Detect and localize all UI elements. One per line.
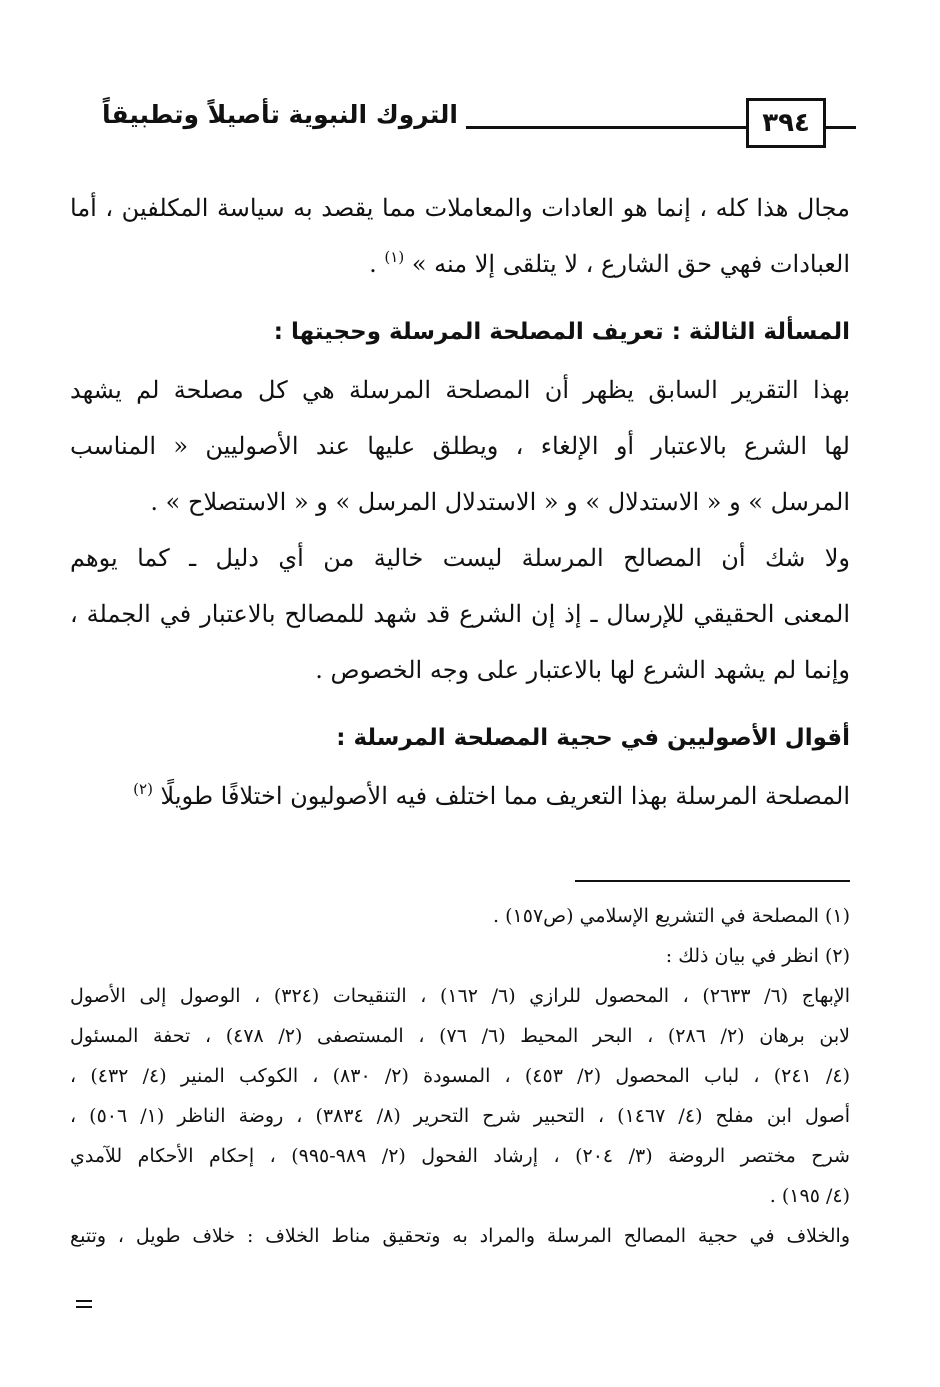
footnote-ref-1[interactable]: (١) bbox=[384, 248, 405, 266]
continuation-mark bbox=[76, 1300, 92, 1308]
paragraph-2 bbox=[70, 362, 850, 530]
footnote-divider bbox=[575, 880, 850, 882]
footnote-line: (٤/ ٢٤١) ، لباب المحصول (٢/ ٤٥٣) ، المسودة (٢/ ٨٣٠) ، الكوكب المنير (٤/ ٤٣٢) ، bbox=[70, 1065, 850, 1087]
text-span: المصلحة المرسلة بهذا التعريف مما اختلف فيه الأصوليون اختلافًا طويلًا bbox=[152, 782, 850, 810]
paragraph-4 bbox=[70, 768, 850, 824]
text-line: وإنما لم يشهد الشرع لها بالاعتبار على وجه الخصوص . bbox=[315, 656, 850, 684]
header-rule-right bbox=[826, 126, 856, 129]
text-line bbox=[70, 768, 850, 824]
text-line: ولا شك أن المصالح المرسلة ليست خالية من أي دليل ـ كما يوهم bbox=[70, 544, 850, 572]
text-line: بهذا التقرير السابق يظهر أن المصلحة المرسلة هي كل مصلحة لم يشهد bbox=[70, 376, 850, 404]
section-heading: أقوال الأصوليين في حجية المصلحة المرسلة : bbox=[336, 725, 850, 751]
page-number: ٣٩٤ bbox=[746, 98, 826, 148]
page-header bbox=[72, 92, 856, 156]
footnotes bbox=[70, 896, 850, 1256]
paragraph-3 bbox=[70, 530, 850, 698]
footnote-line: شرح مختصر الروضة (٣/ ٢٠٤) ، إرشاد الفحول (٢/ ٩٨٩-٩٩٥) ، إحكام الأحكام للآمدي bbox=[70, 1145, 850, 1167]
footnote-1: (١) المصلحة في التشريع الإسلامي (ص١٥٧) . bbox=[493, 905, 850, 927]
footnote-line: (٤/ ١٩٥) . bbox=[769, 1185, 850, 1207]
section-heading: المسألة الثالثة : تعريف المصلحة المرسلة وحجيتها : bbox=[273, 319, 850, 345]
text-line: المعنى الحقيقي للإرسال ـ إذ إن الشرع قد شهد للمصالح بالاعتبار في الجملة ، bbox=[70, 600, 850, 628]
paragraph-1 bbox=[70, 180, 850, 292]
footnote-ref-2[interactable]: (٢) bbox=[133, 780, 153, 798]
running-title: التروك النبوية تأصيلاً وتطبيقاً bbox=[101, 100, 458, 129]
text-line: مجال هذا كله ، إنما هو العادات والمعاملات مما يقصد به سياسة المكلفين ، أما bbox=[70, 194, 850, 222]
text-line: المرسل » و « الاستدلال » و « الاستدلال المرسل » و « الاستصلاح » . bbox=[150, 488, 850, 516]
main-text bbox=[70, 180, 850, 824]
footnote-line: الإبهاج (٦/ ٢٦٣٣) ، المحصول للرازي (٦/ ١٦٢) ، التنقيحات (٣٢٤) ، الوصول إلى الأصول bbox=[70, 985, 850, 1007]
footnote-line: لابن برهان (٢/ ٢٨٦) ، البحر المحيط (٦/ ٧٦) ، المستصفى (٢/ ٤٧٨) ، تحفة المسئول bbox=[70, 1025, 850, 1047]
text-span: . bbox=[369, 250, 385, 278]
footnote-2-intro: (٢) انظر في بيان ذلك : bbox=[665, 945, 850, 967]
footnote-line: والخلاف في حجية المصالح المرسلة والمراد به وتحقيق مناط الخلاف : خلاف طويل ، وتتبع bbox=[70, 1225, 850, 1247]
text-span: العبادات فهي حق الشارع ، لا يتلقى إلا منه » bbox=[404, 250, 850, 278]
footnote-line: أصول ابن مفلح (٤/ ١٤٦٧) ، التحبير شرح التحرير (٨/ ٣٨٣٤) ، روضة الناظر (١/ ٥٠٦) ، bbox=[70, 1105, 851, 1127]
header-rule bbox=[466, 126, 746, 129]
text-line bbox=[70, 236, 850, 292]
text-line: لها الشرع بالاعتبار أو الإلغاء ، ويطلق عليها عند الأصوليين « المناسب bbox=[70, 432, 850, 460]
